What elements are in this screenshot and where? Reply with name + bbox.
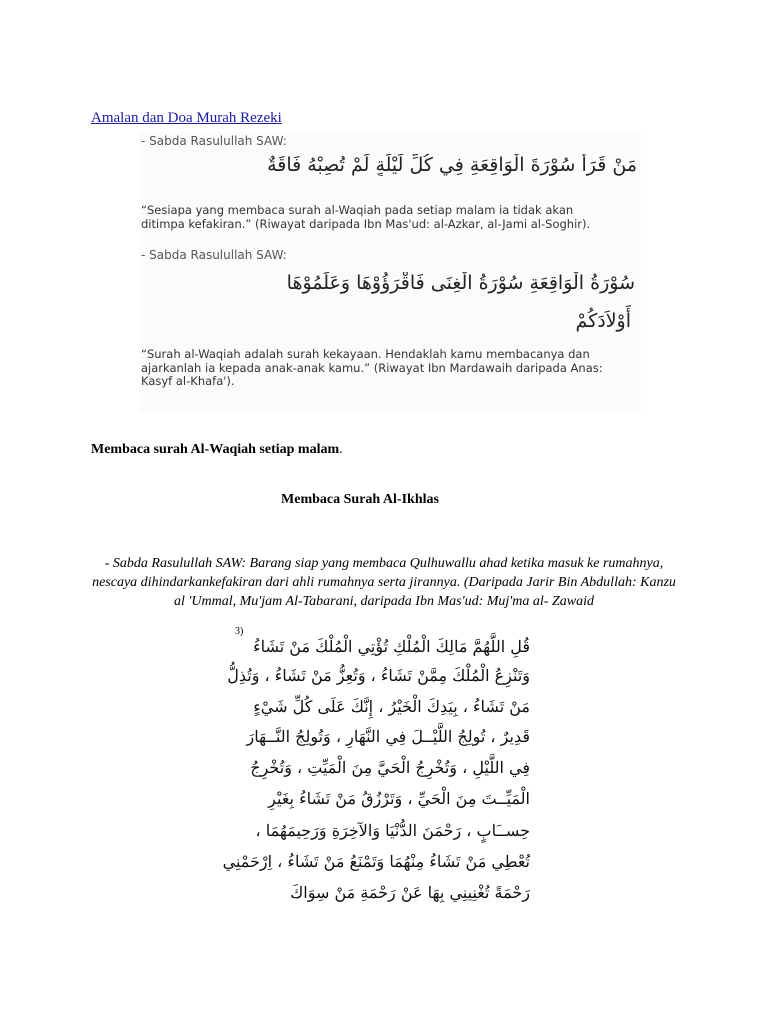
paragraph-waqiah-period: .: [339, 442, 343, 457]
doa-line: فِي اللَّيْلِ ، وَتُخْرِجُ الْحَيَّ مِنَ الْمَيِّتِ ، وَتُخْرِجُ: [250, 758, 530, 777]
doa-image: [222, 637, 530, 907]
hadith-ikhlas-text: - Sabda Rasulullah SAW: Barang siap yang membaca Qulhuwallu ahad ketika masuk ke rumahnya, nescaya dihindarkankefakiran dari ahli rumahnya serta jirannya. (Daripada Jarir Bin Abdullah: Kanzu al 'Ummal, Mu'jam Al-Tabarani, daripada Ibn Mas'ud: Muj'ma al- Zawaid: [92, 556, 676, 609]
paragraph-waqiah: [91, 442, 343, 458]
hadith-arabic-2-line-1: سُوْرَةُ الْوَاقِعَةِ سُوْرَةُ الْغِنَى فَاقْرَؤُوْهَا وَعَلِّمُوْهَا: [286, 272, 635, 294]
doa-line: الْمَيِّــتَ مِنَ الْحَيِّ ، وَتَرْزُقُ مَنْ تَشَاءُ بِغَيْرِ: [268, 789, 530, 808]
hadith-label-1: - Sabda Rasulullah SAW:: [141, 134, 287, 148]
doa-line: وَتَنْزِعُ الْمُلْكَ مِمَّنْ تَشَاءُ ، وَتُعِزُّ مَنْ تَشَاءُ ، وَتُذِلُّ: [227, 666, 530, 685]
title-link[interactable]: Amalan dan Doa Murah Rezeki: [91, 110, 282, 126]
hadith-translation-2: “Surah al-Waqiah adalah surah kekayaan. Hendaklah kamu membacanya dan ajarkanlah ia kepada anak-anak kamu.” (Riwayat Ibn Mardawaih daripada Anas: Kasyf al-Khafa').: [141, 347, 603, 388]
doa-line: حِســَابٍ ، رَحْمَنَ الدُّنْيَا وَالآخِرَةِ وَرَحِيمَهُمَا ،: [255, 821, 530, 840]
doa-line: قَدِيرٌ ، تُولِجُ اللَّيْــلَ فِي النَّهَارِ ، وَتُولِجُ النَّــهَارَ: [246, 727, 530, 746]
paragraph-waqiah-text: Membaca surah Al-Waqiah setiap malam: [91, 442, 340, 457]
footnote-number: 3): [235, 626, 244, 637]
doa-line: مَنْ تَشَاءُ ، بِيَدِكَ الْخَيْرُ ، إِنَّكَ عَلَى كُلِّ شَيْءٍ: [253, 697, 530, 716]
doa-line: رَحْمَةً تُغْنِينِي بِهَا عَنْ رَحْمَةِ مَنْ سِوَاكَ: [290, 883, 530, 902]
hadith-image: [139, 132, 641, 412]
hadith-translation-1: “Sesiapa yang membaca surah al-Waqiah pada setiap malam ia tidak akan ditimpa kefakiran.” (Riwayat daripada Ibn Mas'ud: al-Azkar, al-Jami al-Soghir).: [141, 203, 591, 231]
hadith-arabic-1: مَنْ قَرَأَ سُوْرَةَ الْوَاقِعَةِ فِي كُلِّ لَيْلَةٍ لَمْ تُصِبْهُ فَاقَةٌ: [267, 154, 637, 176]
doa-line: تُعْطِي مَنْ تَشَاءُ مِنْهُمَا وَتَمْنَعُ مَنْ تَشَاءُ ، اِرْحَمْنِي: [222, 852, 530, 871]
doa-line: قُلِ اللَّهُمَّ مَالِكَ الْمُلْكِ تُؤْتِي الْمُلْكَ مَنْ تَشَاءُ: [253, 637, 530, 656]
hadith-label-2: - Sabda Rasulullah SAW:: [141, 248, 287, 262]
hadith-arabic-2-line-2: أَوْلاَدَكُمْ: [575, 310, 631, 332]
heading-al-ikhlas: Membaca Surah Al-Ikhlas: [281, 492, 439, 507]
